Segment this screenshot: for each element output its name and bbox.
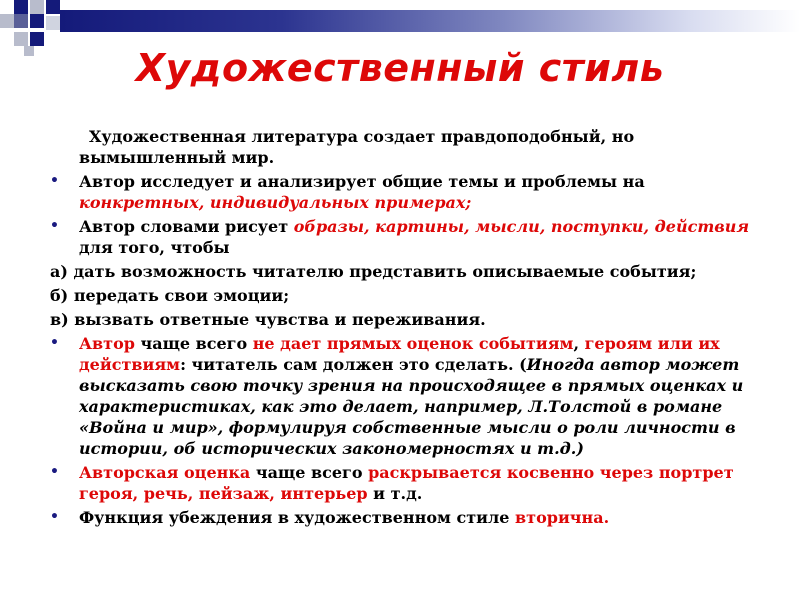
bullet-icon: • (50, 335, 59, 351)
bullet-item: • Функция убеждения в художественном стиле вторична. (50, 508, 610, 527)
deco-square (46, 16, 60, 30)
list-line-a: а) дать возможность читателю представить описываемые события; (50, 262, 697, 281)
bullet-item: • Автор словами рисует образы, картины, мысли, поступки, действия для того, чтобы (50, 217, 750, 257)
intro-paragraph: Художественная литература создает правдоподобный, но вымышленный мир. (79, 127, 635, 167)
bullet-item: • Автор исследует и анализирует общие темы и проблемы на конкретных, индивидуальных примерах; (50, 172, 645, 212)
slide-title: Художественный стиль (135, 46, 665, 90)
deco-square (46, 0, 60, 14)
list-line-b: б) передать свои эмоции; (50, 286, 290, 305)
deco-square (14, 32, 28, 46)
bullet-icon: • (50, 464, 59, 480)
list-line-c: в) вызвать ответные чувства и переживания. (50, 310, 486, 329)
bullet-item: • Авторская оценка чаще всего раскрывается косвенно через портрет героя, речь, пейзаж, интерьер и т.д. (50, 463, 734, 503)
bullet-icon: • (50, 509, 59, 525)
deco-square (30, 14, 44, 28)
deco-square (30, 0, 44, 14)
deco-square (0, 14, 14, 28)
header-gradient-stripe (60, 10, 800, 32)
bullet-item: • Автор чаще всего не дает прямых оценок событиям, героям или их действиям: читатель сам должен это сделать. (Иногда автор может высказать свою точку зрения на происходящее в прямых оценках и характеристиках, как это делает, например, Л.Толстой в романе «Война и мир», формулируя собственные мысли о роли личности в истории, об исторических закономерностях и т.д.) (50, 334, 744, 458)
deco-square (14, 0, 28, 14)
deco-square (30, 32, 44, 46)
bullet-icon: • (50, 173, 59, 189)
bullet-icon: • (50, 218, 59, 234)
slide-body (50, 126, 770, 531)
deco-square (14, 14, 28, 28)
